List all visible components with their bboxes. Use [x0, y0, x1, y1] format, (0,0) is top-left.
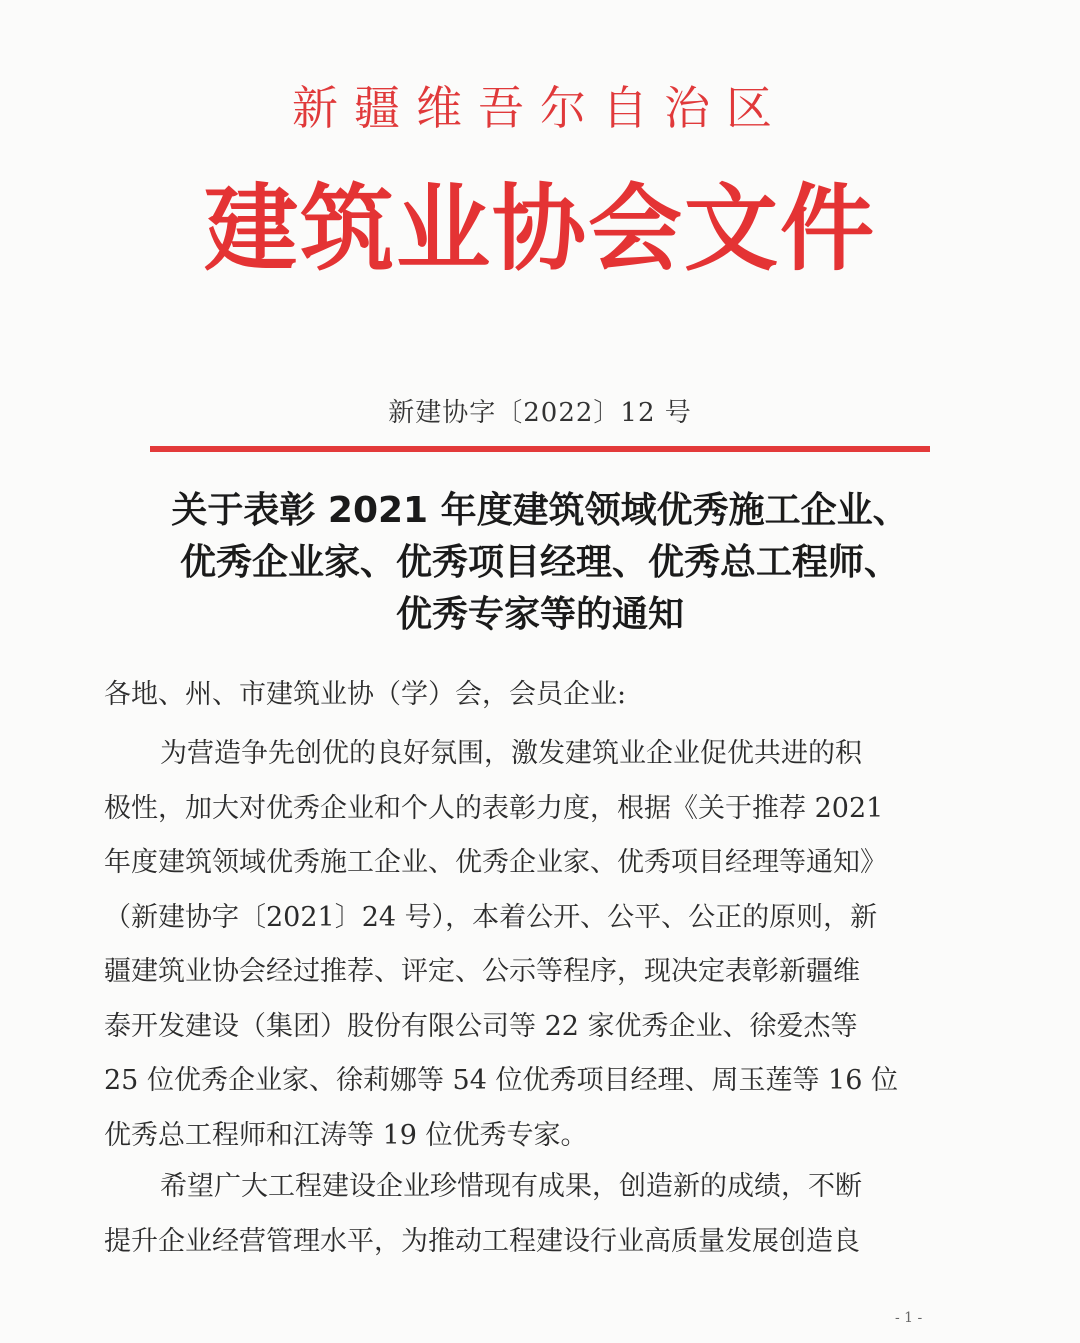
- body-paragraph-1: [104, 727, 934, 1163]
- issuer-region: 新疆维吾尔自治区: [292, 81, 788, 135]
- salutation: 各地、州、市建筑业协（学）会，会员企业:: [104, 679, 627, 710]
- paragraph-line: 为营造争先创优的良好氛围，激发建筑业企业促优共进的积: [160, 738, 862, 769]
- paragraph-line: 泰开发建设（集团）股份有限公司等 22 家优秀企业、徐爱杰等: [104, 1010, 858, 1042]
- paragraph-line: 提升企业经营管理水平，为推动工程建设行业高质量发展创造良: [104, 1225, 860, 1257]
- paragraph-line: 疆建筑业协会经过推荐、评定、公示等程序，现决定表彰新疆维: [104, 956, 860, 987]
- document-title: [100, 485, 980, 641]
- title-line: 优秀专家等的通知: [395, 594, 684, 635]
- paragraph-line: 25 位优秀企业家、徐莉娜等 54 位优秀项目经理、周玉莲等 16 位: [104, 1065, 898, 1096]
- paragraph-line: 极性，加大对优秀企业和个人的表彰力度，根据《关于推荐 2021: [104, 792, 884, 824]
- paragraph-line: （新建协字〔2021〕24 号），本着公开、公平、公正的原则，新: [104, 901, 878, 933]
- title-line: 关于表彰 2021 年度建筑领域优秀施工企业、: [171, 490, 909, 531]
- paragraph-line: 优秀总工程师和江涛等 19 位优秀专家。: [104, 1119, 588, 1151]
- paragraph-line: 希望广大工程建设企业珍惜现有成果，创造新的成绩，不断: [160, 1171, 862, 1202]
- page-number: - 1 -: [895, 1310, 923, 1326]
- issuer-document-header: 建筑业协会文件: [203, 175, 876, 284]
- body-paragraph-2: [104, 1160, 934, 1269]
- red-divider-line: [150, 446, 930, 452]
- document-number: 新建协字〔2022〕12 号: [388, 398, 692, 428]
- title-line: 优秀企业家、优秀项目经理、优秀总工程师、: [179, 542, 900, 583]
- paragraph-line: 年度建筑领域优秀施工企业、优秀企业家、优秀项目经理等通知》: [104, 847, 887, 878]
